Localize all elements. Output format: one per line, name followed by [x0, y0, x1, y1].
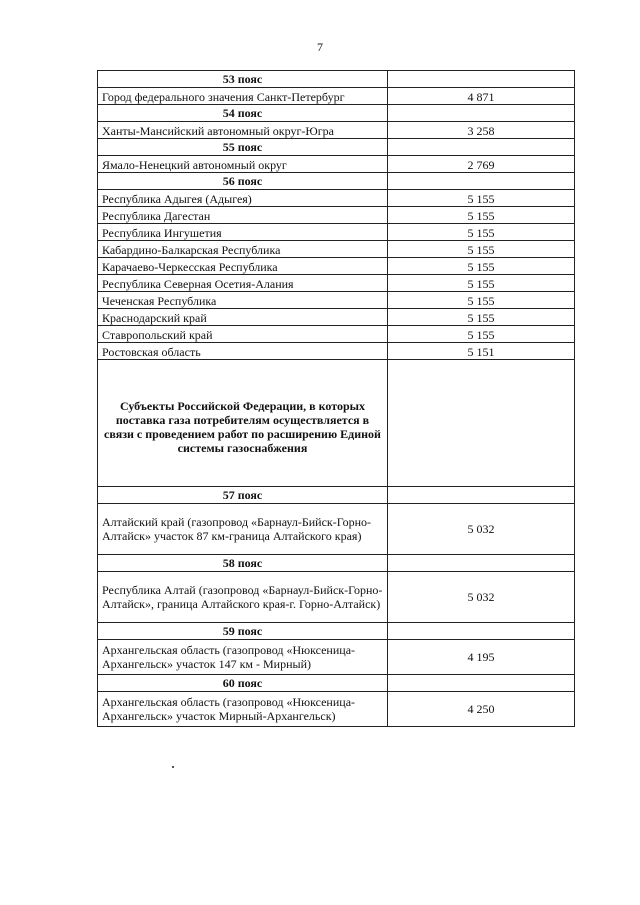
zone-header-row — [98, 623, 575, 640]
empty-value-cell — [388, 675, 575, 692]
tariff-value: 5 155 — [388, 275, 575, 292]
table-row — [98, 309, 575, 326]
tariff-value: 5 155 — [388, 224, 575, 241]
scan-speck — [172, 766, 174, 768]
table-row — [98, 88, 575, 105]
region-name: Республика Северная Осетия-Алания — [98, 275, 388, 292]
zone-label: 60 пояс — [98, 675, 388, 692]
empty-value-cell — [388, 623, 575, 640]
region-name: Карачаево-Черкесская Республика — [98, 258, 388, 275]
tariff-value: 4 871 — [388, 88, 575, 105]
region-name: Республика Алтай (газопровод «Барнаул-Бийск-Горно-Алтайск», граница Алтайского края-г. Горно-Алтайск) — [98, 572, 388, 623]
table-row — [98, 190, 575, 207]
section-header-row — [98, 360, 575, 487]
table-row — [98, 156, 575, 173]
region-name: Ростовская область — [98, 343, 388, 360]
zone-label: 57 пояс — [98, 487, 388, 504]
zone-header-row — [98, 139, 575, 156]
region-name: Ханты-Мансийский автономный округ-Югра — [98, 122, 388, 139]
region-name: Республика Дагестан — [98, 207, 388, 224]
region-name: Чеченская Республика — [98, 292, 388, 309]
section-title: Субъекты Российской Федерации, в которых поставка газа потребителям осуществляется в связи с проведением работ по расширению Единой системы газоснабжения — [98, 360, 388, 487]
zone-label: 54 пояс — [98, 105, 388, 122]
zone-header-row — [98, 173, 575, 190]
tariff-value: 5 155 — [388, 326, 575, 343]
table-row — [98, 207, 575, 224]
page-number: 7 — [317, 40, 323, 54]
tariff-value: 4 250 — [388, 692, 575, 727]
tariff-value: 5 155 — [388, 258, 575, 275]
region-name: Кабардино-Балкарская Республика — [98, 241, 388, 258]
zone-header-row — [98, 71, 575, 88]
region-name: Архангельская область (газопровод «Нюксеница-Архангельск» участок Мирный-Архангельск) — [98, 692, 388, 727]
table-row — [98, 343, 575, 360]
empty-value-cell — [388, 173, 575, 190]
tariff-table-body — [98, 71, 575, 727]
tariff-value: 5 155 — [388, 309, 575, 326]
tariff-value: 5 155 — [388, 292, 575, 309]
table-row — [98, 122, 575, 139]
table-row — [98, 241, 575, 258]
tariff-value: 5 151 — [388, 343, 575, 360]
table-row — [98, 640, 575, 675]
empty-value-cell — [388, 360, 575, 487]
region-name: Ямало-Ненецкий автономный округ — [98, 156, 388, 173]
empty-value-cell — [388, 139, 575, 156]
table-row — [98, 224, 575, 241]
table-row — [98, 504, 575, 555]
zone-header-row — [98, 105, 575, 122]
empty-value-cell — [388, 487, 575, 504]
region-name: Краснодарский край — [98, 309, 388, 326]
tariff-value: 5 155 — [388, 241, 575, 258]
tariff-value: 5 155 — [388, 207, 575, 224]
empty-value-cell — [388, 71, 575, 88]
table-row — [98, 692, 575, 727]
zone-label: 53 пояс — [98, 71, 388, 88]
table-row — [98, 258, 575, 275]
tariff-value: 5 032 — [388, 504, 575, 555]
zone-header-row — [98, 487, 575, 504]
tariff-value: 2 769 — [388, 156, 575, 173]
tariff-value: 5 155 — [388, 190, 575, 207]
region-name: Ставропольский край — [98, 326, 388, 343]
tariff-table — [97, 70, 575, 727]
zone-header-row — [98, 675, 575, 692]
region-name: Республика Ингушетия — [98, 224, 388, 241]
table-row — [98, 572, 575, 623]
zone-label: 55 пояс — [98, 139, 388, 156]
region-name: Алтайский край (газопровод «Барнаул-Бийск-Горно-Алтайск» участок 87 км-граница Алтайского края) — [98, 504, 388, 555]
region-name: Республика Адыгея (Адыгея) — [98, 190, 388, 207]
region-name: Архангельская область (газопровод «Нюксеница-Архангельск» участок 147 км - Мирный) — [98, 640, 388, 675]
table-row — [98, 292, 575, 309]
region-name: Город федерального значения Санкт-Петербург — [98, 88, 388, 105]
zone-label: 58 пояс — [98, 555, 388, 572]
table-row — [98, 275, 575, 292]
empty-value-cell — [388, 555, 575, 572]
tariff-value: 4 195 — [388, 640, 575, 675]
table-row — [98, 326, 575, 343]
tariff-value: 3 258 — [388, 122, 575, 139]
zone-header-row — [98, 555, 575, 572]
tariff-value: 5 032 — [388, 572, 575, 623]
zone-label: 59 пояс — [98, 623, 388, 640]
empty-value-cell — [388, 105, 575, 122]
zone-label: 56 пояс — [98, 173, 388, 190]
